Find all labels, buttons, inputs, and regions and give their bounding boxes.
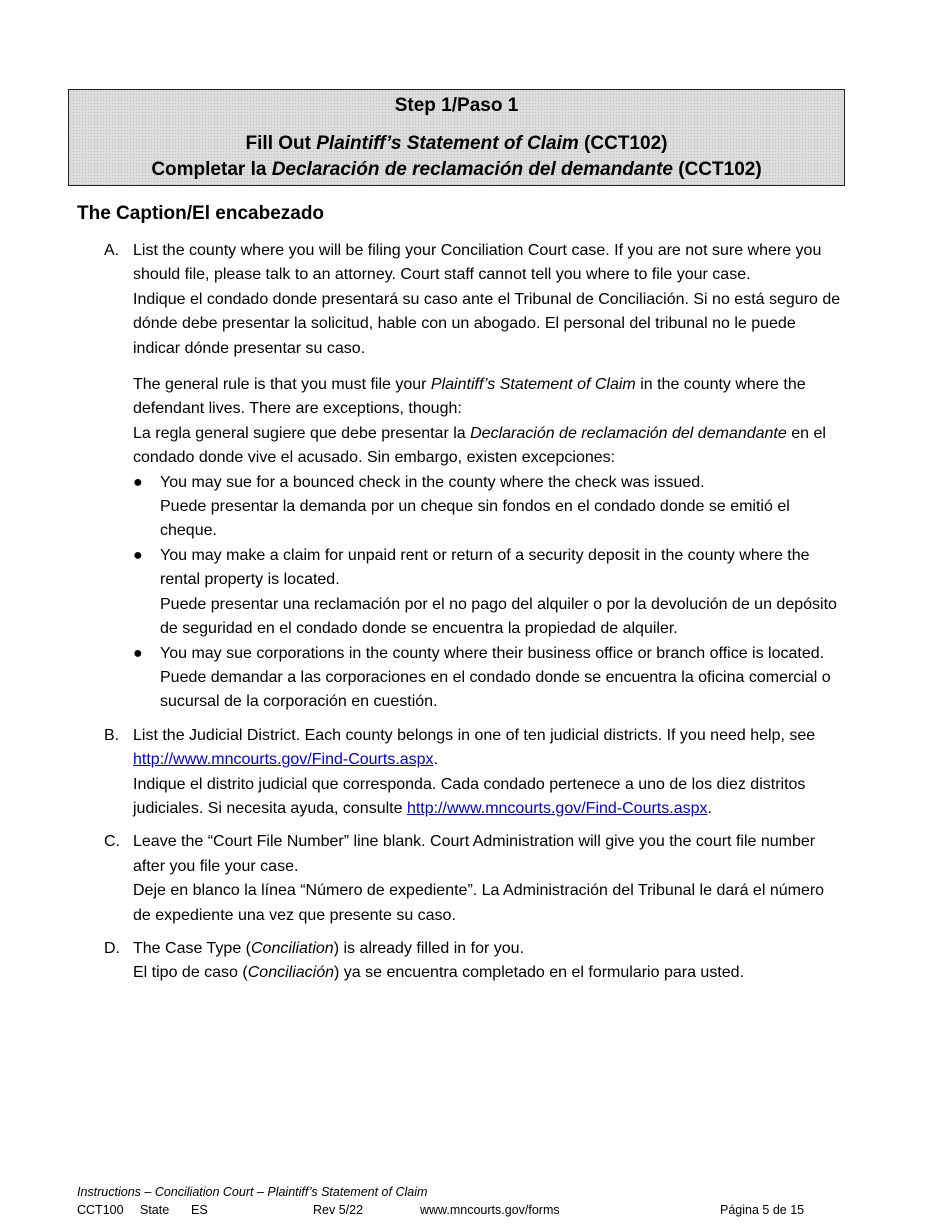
footer-title: Instructions – Conciliation Court – Plaintiff’s Statement of Claim	[77, 1185, 428, 1199]
item-text-english: List the county where you will be filing your Conciliation Court case. If you are not sure where you should file, please talk to an attorney. Court staff cannot tell you where to file your case.	[133, 242, 822, 284]
general-rule-spanish: La regla general sugiere que debe presentar la Declaración de reclamación del demandante en el condado donde vive el acusado. Sin embargo, existen excepciones:	[133, 424, 826, 467]
exceptions-list	[133, 471, 844, 715]
step-title: Step 1/Paso 1	[394, 95, 519, 116]
list-item: ● You may sue corporations in the county where their business office or branch office is located. Puede demandar a las corporaciones en el condado donde se encuentra la oficina comercial o sucursal de la corporación en cuestión.	[104, 642, 844, 715]
item-marker: B.	[104, 726, 120, 744]
step-header-box	[68, 89, 845, 186]
step-heading-spanish: Completar la Declaración de reclamación del demandante (CCT102)	[151, 159, 762, 180]
item-text-spanish: Indique el condado donde presentará su caso ante el Tribunal de Conciliación. Si no está seguro de dónde debe presentar la solicitud, hable con un abogado. El personal del tribunal no le puede indicar dónde presentar su caso.	[133, 290, 841, 357]
item-marker: C.	[104, 833, 120, 851]
footer-page-number: Página 5 de 15	[720, 1203, 805, 1217]
bullet-icon: ●	[133, 546, 143, 564]
instruction-item-a	[104, 239, 844, 715]
instruction-item-c	[104, 830, 844, 928]
bullet-icon: ●	[133, 644, 143, 662]
step-heading-english: Fill Out Plaintiff’s Statement of Claim (CCT102)	[245, 133, 668, 154]
item-text-spanish: El tipo de caso (Conciliación) ya se encuentra completado en el formulario para usted.	[133, 964, 745, 982]
item-marker: D.	[104, 939, 120, 957]
list-item: ● You may sue for a bounced check in the county where the check was issued. Puede presentar la demanda por un cheque sin fondos en el condado donde se emitió el cheque.	[104, 471, 844, 544]
item-text-english: The Case Type (Conciliation) is already filled in for you.	[133, 939, 525, 957]
footer-meta	[77, 1201, 817, 1219]
instructions-list	[104, 239, 844, 995]
instruction-item-d	[104, 937, 844, 986]
item-text-english: List the Judicial District. Each county belongs in one of ten judicial districts. If you need help, see http://www.mncourts.gov/Find-Courts.aspx.	[133, 726, 816, 769]
instruction-item-b	[104, 724, 844, 822]
footer-form-number: CCT100	[77, 1203, 124, 1217]
section-title: The Caption/El encabezado	[77, 203, 325, 224]
footer-website: www.mncourts.gov/forms	[420, 1203, 560, 1217]
item-text-spanish: Indique el distrito judicial que corresponda. Cada condado pertenece a uno de los diez distritos judiciales. Si necesita ayuda, consulte http://www.mncourts.gov/Find-Courts.aspx.	[133, 775, 806, 817]
page-footer	[77, 1183, 817, 1219]
general-rule-english: The general rule is that you must file your Plaintiff’s Statement of Claim in the county where the defendant lives. There are exceptions, though:	[133, 376, 806, 418]
item-text-english: Leave the “Court File Number” line blank. Court Administration will give you the court file number after you file your case.	[133, 833, 816, 875]
find-courts-link[interactable]: http://www.mncourts.gov/Find-Courts.aspx	[133, 751, 434, 769]
list-item: ● You may make a claim for unpaid rent or return of a security deposit in the county where the rental property is located. Puede presentar una reclamación por el no pago del alquiler o por la devolución de un depósito de seguridad en el condado donde se encuentra la propiedad de alquiler.	[104, 544, 844, 642]
item-text-spanish: Deje en blanco la línea “Número de expediente”. La Administración del Tribunal le dará el número de expediente una vez que presente su caso.	[133, 882, 825, 924]
footer-revision: Rev 5/22	[313, 1203, 364, 1217]
bullet-icon: ●	[133, 473, 143, 491]
find-courts-link-spanish[interactable]: http://www.mncourts.gov/Find-Courts.aspx	[406, 799, 708, 817]
footer-language: ES	[191, 1203, 208, 1217]
item-marker: A.	[104, 242, 120, 259]
footer-state: State	[140, 1203, 170, 1217]
